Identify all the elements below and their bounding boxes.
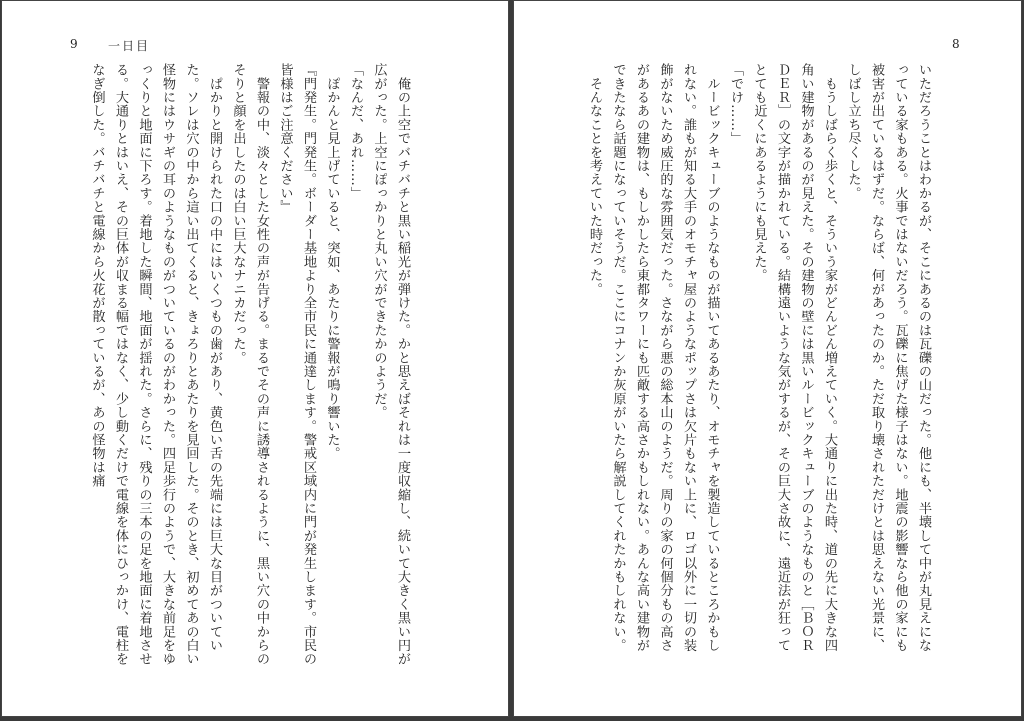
chapter-title: 一日目 bbox=[108, 39, 151, 53]
paragraph: いただろうことはわかるが、そこにあるのは瓦礫の山だった。他にも、半壊して中が丸見えになっている家もある。火事ではないだろう。瓦礫に焦げた様子はない。地震の影響なら他の家にも被害が出ているはずだ。ならば、何があったのか。ただ取り壊されただけとは思えない光景に、しばし立ち尽くした。 bbox=[845, 63, 931, 653]
paragraph: 『門発生。門発生。ボーダー基地より全市民に通達します。警戒区域内に門が発生します。市民の皆様はご注意ください』 bbox=[277, 63, 316, 666]
body-text bbox=[85, 63, 414, 675]
paragraph: ルービックキューブのようなものが描いてあるあたり、オモチャを製造しているところかもしれない。誰もが知る大手のオモチャ屋のようなポップさは欠片もない上に、ロゴ以外に一切の装飾がないため威圧的な雰囲気だった。さながら悪の総本山のようだ。周りの家の何個分もの高さがあるあの建物は、もしかしたら東都タワーにも匹敵する高さかもしれない。あんな高い建物ができたなら話題になっていそうだ。ここにコナンか灰原がいたら解説してくれたかもしれない。 bbox=[610, 63, 720, 653]
paragraph: 俺の上空でバチバチと黒い稲光が弾けた。かと思えばそれは一度収縮し、続いて大きく黒い円が広がった。上空にぽっかりと丸い穴ができたかのようだ。 bbox=[371, 63, 410, 666]
paragraph: そんなことを考えていた時だった。 bbox=[587, 63, 602, 296]
left-page bbox=[1, 0, 509, 717]
paragraph: ぽかんと見上げていると、突如、あたりに警報が鳴り響いた。 bbox=[324, 63, 340, 461]
paragraph: ぱかりと開けられた口の中にはいくつもの歯があり、黄色い舌の先端には巨大な目がついていた。ソレは穴の中から這い出てくると、きょろりとあたりを見回した。そのとき、初めてあの白い怪物にはウサギの耳のようなものがついているのがわかった。四足歩行のようで、大きな前足をゆっくりと地面に下ろす。着地した瞬間、地面が揺れた。さらに、残りの三本の足を地面に着地させる。大通りとはいえ、その巨体が収まる幅ではなく、少し動くだけで電線を体にひっかけ、電柱をなぎ倒した。バチバチと電線から火花が散っているが、あの怪物は痛 bbox=[89, 63, 222, 666]
page-number: 8 bbox=[952, 37, 960, 51]
page-number: 9 bbox=[70, 37, 78, 51]
body-text bbox=[583, 63, 936, 663]
paragraph: 「なんだ、あれ……」 bbox=[348, 63, 363, 200]
paragraph: 「でけ……」 bbox=[728, 63, 743, 146]
right-page bbox=[513, 0, 1022, 717]
paragraph: もうしばらく歩くと、そういう家がどんどん増えていく。大通りに出た時、道の先に大きな四角い建物があるのが見えた。その建物の壁には黒いルービックキューブのようなものと［ＢＯＲＤＥＲ］の文字が描かれている。結構遠いような気がするが、その巨大さ故に、遠近法が狂ってとても近くにあるようにも見えた。 bbox=[751, 63, 837, 653]
paragraph: 警報の中、淡々とした女性の声が告げる。まるでその声に誘導されるように、黒い穴の中からのそりと顔を出したのは白い巨大なナニカだった。 bbox=[230, 63, 269, 666]
